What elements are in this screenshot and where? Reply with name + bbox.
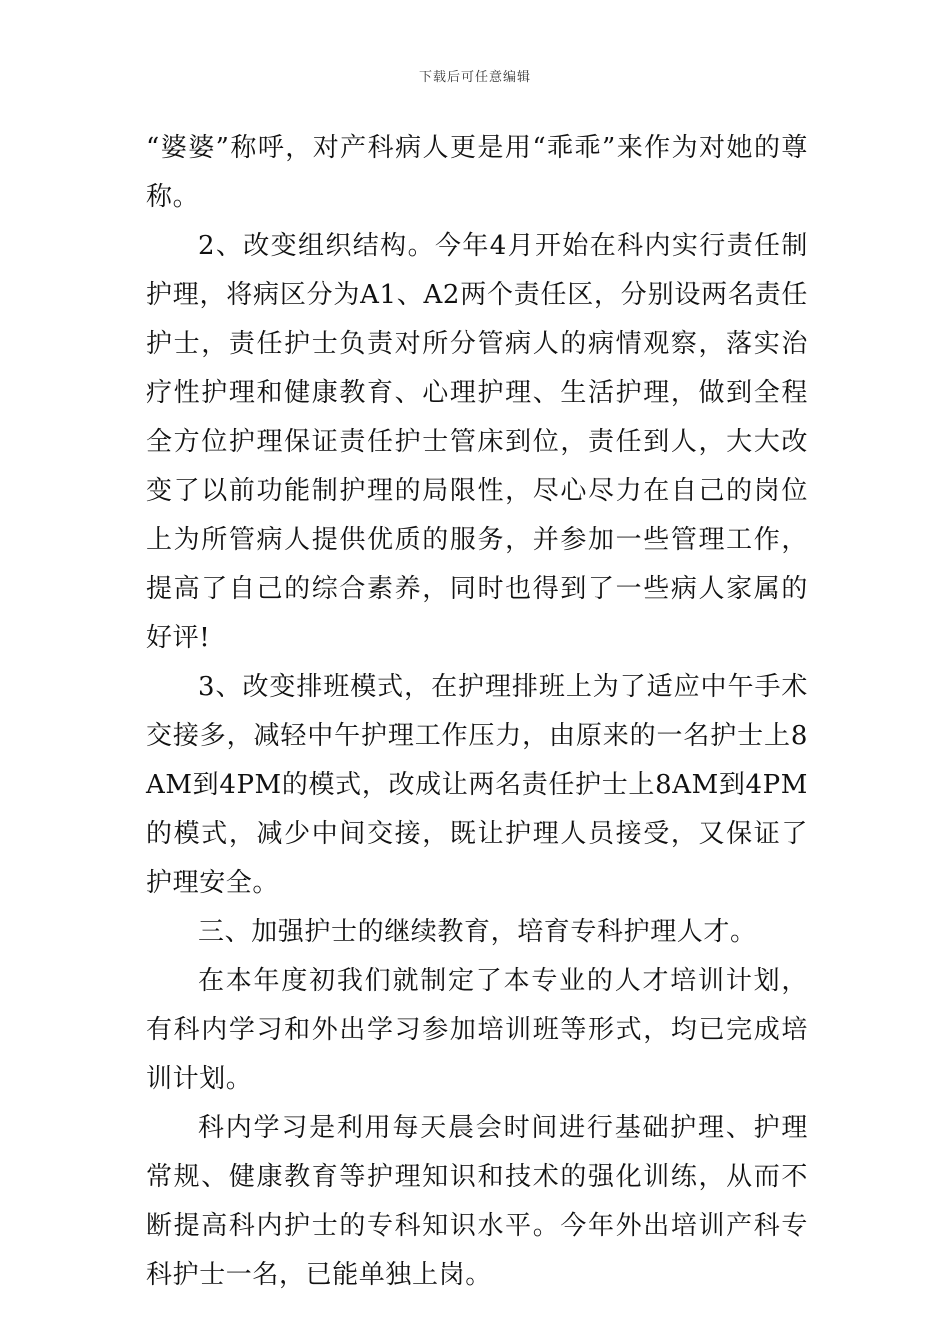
paragraph-internal-learning: 科内学习是利用每天晨会时间进行基础护理、护理常规、健康教育等护理知识和技术的强化训练，从而不断提高科内护士的专科知识水平。今年外出培训产科专科护士一名，已能单独上岗。 <box>146 1113 808 1290</box>
paragraph-organization-structure: 2、改变组织结构。今年4月开始在科内实行责任制护理，将病区分为A1、A2两个责任区，分别设两名责任护士，责任护士负责对所分管病人的病情观察，落实治疗性护理和健康教育、心理护理、生活护理，做到全程全方位护理保证责任护士管床到位，责任到人，大大改变了以前功能制护理的局限性，尽心尽力在自己的岗位上为所管病人提供优质的服务，并参加一些管理工作，提高了自己的综合素养，同时也得到了一些病人家属的好评! <box>146 231 808 653</box>
paragraph-shift-schedule: 3、改变排班模式，在护理排班上为了适应中午手术交接多，减轻中午护理工作压力，由原来的一名护士上8AM到4PM的模式，改成让两名责任护士上8AM到4PM的模式，减少中间交接，既让护理人员接受，又保证了护理安全。 <box>146 672 808 898</box>
document-body <box>146 124 808 1300</box>
paragraph-continuation: “婆婆”称呼，对产科病人更是用“乖乖”来作为对她的尊称。 <box>146 133 808 212</box>
page-header: 下载后可任意编辑 <box>418 70 531 85</box>
section-heading-education: 三、加强护士的继续教育，培育专科护理人才。 <box>198 917 757 947</box>
paragraph-training-plan: 在本年度初我们就制定了本专业的人才培训计划，有科内学习和外出学习参加培训班等形式，均已完成培训计划。 <box>146 966 808 1094</box>
